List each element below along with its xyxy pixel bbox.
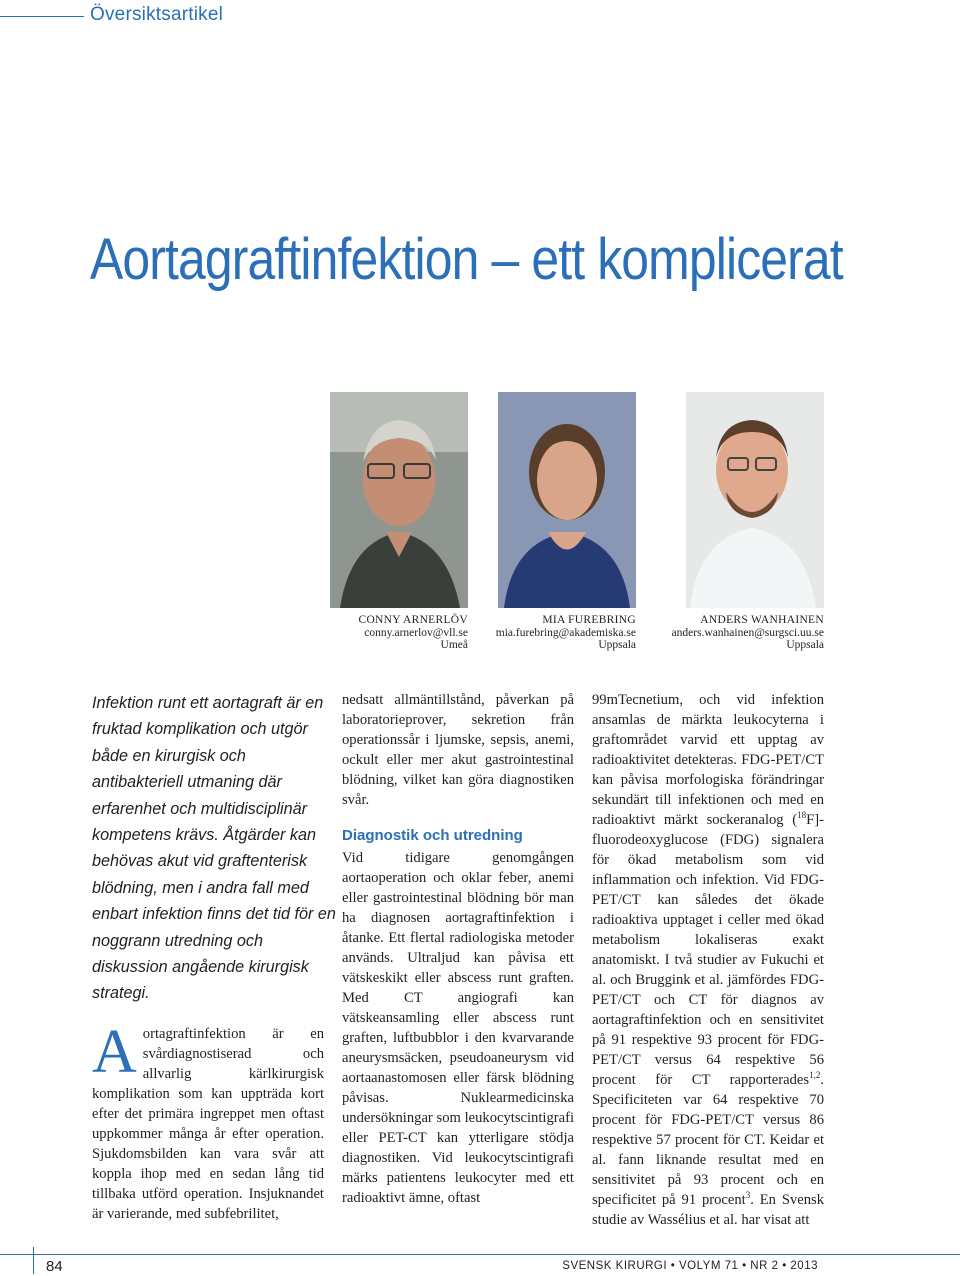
author-city: Umeå: [440, 639, 468, 651]
section-heading: Diagnostik och utredning: [342, 827, 523, 844]
reference-marker: 3: [745, 1190, 751, 1201]
footer-rule: [0, 1254, 960, 1255]
article-abstract: Infektion runt ett aortagraft är en fruktad komplikation och utgör både en kirurgisk och antibakteriell utmaning där erfarenhet och multidisciplinär kompetens krävs. Åtgärder kan behövas akut vid graftenterisk blödning, men i andra fall med enbart infektion finns det tid för en noggrann utredning och diskussion angående kirurgisk strategi.: [92, 694, 336, 1003]
author-caption-2: [436, 614, 636, 652]
body-text: Vid tidigare genomgången aortaoperation och oklar feber, anemi eller gastrointestinal blödning bör man ha diagnosen aortagraftinfektion i åtanke. Ett flertal radiologiska metoder används. Ultraljud kan påvisa ett vätskeskikt eller abscess runt graften. Med CT angiografi kan vätskeansamling eller abscess runt graften, luftbubblor i den kvarvarande aneurysmsäcken, pseudoaneurysm vid aortaanastomosen eller färsk blödning påvisas. Nuklearmedicinska undersökningar som leukocytscintigrafi eller PET-CT kan ytterligare stödja diagnostiken. Vid leukocytscintigrafi märks patientens leukocyter med ett radioaktivt ämne, oftast: [342, 850, 574, 1206]
body-text: ortagraftinfektion är en svårdiagnostiserad och allvarlig kärlkirurgisk komplikation som kan uppträda kort efter det primära ingreppet men oftast uppkommer många år efter operation. Sjukdomsbilden kan vara svår att koppla ihop med en sedan lång tid tillbaka utförd operation. Insjuknandet är varierande, med subfebrilitet,: [92, 1026, 324, 1222]
page-number: 84: [46, 1258, 63, 1275]
body-text: [592, 690, 824, 1230]
body-column-1: [92, 1018, 324, 1224]
author-email: anders.wanhainen@surgsci.uu.se: [671, 626, 824, 639]
reference-marker: 1,2: [809, 1070, 821, 1081]
article-title: Aortagraftinfektion – ett komplicerat: [90, 227, 843, 292]
text-run: F]-fluorodeoxyglucose (FDG) signalera för ökad metabolism som vid inflammation och infektion. Vid FDG-PET/CT kan således det ökade radioaktiva upptaget i celler med ökad metabolism lokaliseras exakt anatomiskt. I två studier av Fukuchi et al. och Bruggink et al. jämfördes FDG-PET/CT och CT för diagnos av aortagraftinfektion och en sensitivitet på 91 respektive 93 procent för FDG-PET/CT versus 64 respektive 56 procent för CT rapporterades: [592, 812, 824, 1088]
author-name: ANDERS WANHAINEN: [700, 614, 824, 626]
author-name: CONNY ARNERLÖV: [358, 614, 468, 626]
body-text: nedsatt allmäntillstånd, påverkan på laboratorieprover, sekretion från operationssår i ljumske, sepsis, anemi, ockult eller mer akut gastrointestinal blödning, vilket kan göra diagnostiken svår.: [342, 692, 574, 808]
text-run: . En Svensk studie av Wassélius et al. har visat att: [592, 1192, 825, 1228]
section-tag: Översiktsartikel: [90, 4, 224, 25]
body-column-2: [342, 690, 574, 1208]
author-photo-2: [498, 392, 636, 608]
text-run: . Specificiteten var 64 respektive 70 procent för FDG-PET/CT versus 86 respektive 57 procent för CT. Keidar et al. fann liknande resultat med en sensitivitet på 93 procent och en specificitet på 91 procent: [592, 1072, 824, 1208]
author-city: Uppsala: [786, 639, 824, 651]
author-email: mia.furebring@akademiska.se: [495, 626, 636, 639]
author-photo-3: [686, 392, 824, 608]
author-photo-1: [330, 392, 468, 608]
superscript: 18: [797, 810, 807, 821]
author-email: conny.arnerlov@vll.se: [364, 626, 468, 639]
author-name: MIA FUREBRING: [542, 614, 636, 626]
author-caption-3: [624, 614, 824, 652]
author-city: Uppsala: [598, 639, 636, 651]
text-run: 99mTecnetium, och vid infektion ansamlas de märkta leukocyterna i graftområdet varvid ett upptag av radioaktivitet detekteras. FDG-PET/CT kan påvisa morfologiska förändringar sekundärt till infektionen och med en radioaktivt märkt sockeranalog (: [592, 692, 824, 828]
drop-cap: A: [92, 1018, 137, 1086]
journal-footer: SVENSK KIRURGI • VOLYM 71 • NR 2 • 2013: [562, 1260, 818, 1272]
footer-tick: [33, 1247, 34, 1274]
body-column-3: [592, 690, 824, 1230]
section-rule: [0, 16, 84, 17]
